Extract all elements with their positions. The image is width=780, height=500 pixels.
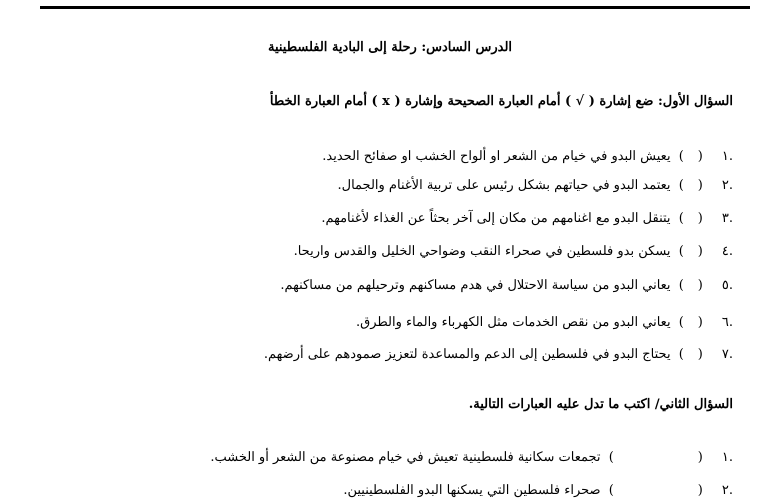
q1-item-text: يعيش البدو في خيام من الشعر او ألواح الخشب او صفائح الحديد. [322, 149, 671, 164]
answer-box[interactable]: () [678, 278, 703, 293]
q1-item-text: يعتمد البدو في حياتهم بشكل رئيس على تربية الأغنام والجمال. [337, 178, 671, 193]
q2-item-number: .١ [721, 450, 733, 465]
q1-item-3 [321, 210, 733, 228]
q1-item-number: .٥ [721, 278, 733, 293]
q1-item-7 [264, 346, 733, 364]
q1-item-4 [294, 243, 733, 261]
answer-box[interactable]: () [608, 450, 703, 465]
answer-box[interactable]: () [678, 149, 703, 164]
q1-item-number: .٤ [721, 244, 733, 259]
q1-heading [270, 93, 733, 111]
q2-item-text: تجمعات سكانية فلسطينية تعيش في خيام مصنوعة من الشعر أو الخشب. [210, 450, 601, 465]
answer-box[interactable]: () [678, 178, 703, 193]
answer-box[interactable]: () [678, 244, 703, 259]
q1-item-number: .١ [721, 149, 733, 164]
q1-item-number: .٦ [721, 315, 733, 330]
q2-heading: السؤال الثاني/ اكتب ما تدل عليه العبارات التالية. [468, 397, 733, 412]
answer-box[interactable]: () [678, 347, 703, 362]
q2-item-1 [210, 449, 733, 467]
answer-box[interactable]: () [678, 211, 703, 226]
q1-item-text: يعاني البدو من سياسة الاحتلال في هدم مساكنهم وترحيلهم من مساكنهم. [280, 278, 671, 293]
q1-item-1 [322, 148, 733, 166]
q1-item-text: يتنقل البدو مع اغنامهم من مكان إلى آخر بحثاً عن الغذاء لأغنامهم. [321, 211, 671, 226]
q1-item-number: .٧ [721, 347, 733, 362]
q1-item-2 [338, 177, 734, 195]
q1-heading-x: x [382, 94, 390, 109]
answer-box[interactable]: () [608, 483, 703, 498]
q1-item-text: يعاني البدو من نقص الخدمات مثل الكهرباء والماء والطرق. [355, 315, 671, 330]
q1-heading-part2: ) أمام العبارة الخطأ [269, 94, 378, 109]
answer-box[interactable]: () [678, 315, 703, 330]
q1-item-text: يسكن بدو فلسطين في صحراء النقب وضواحي الخليل والقدس واريحا. [293, 244, 671, 259]
q1-item-number: .٢ [721, 178, 733, 193]
q1-item-6 [356, 314, 733, 332]
q2-item-2 [343, 482, 733, 500]
q2-item-text: صحراء فلسطين التي يسكنها البدو الفلسطينيين. [343, 483, 601, 498]
q2-item-number: .٢ [721, 483, 733, 498]
q1-item-number: .٣ [721, 211, 733, 226]
q1-item-5 [280, 277, 733, 295]
lesson-title: الدرس السادس: رحلة إلى البادية الفلسطينية [267, 40, 513, 55]
top-rule [40, 6, 750, 9]
q1-heading-part1: السؤال الأول: ضع إشارة ( √ ) أمام العبارة الصحيحة وإشارة ( [394, 94, 733, 109]
q1-item-text: يحتاج البدو في فلسطين إلى الدعم والمساعدة لتعزيز صمودهم على أرضهم. [263, 347, 671, 362]
